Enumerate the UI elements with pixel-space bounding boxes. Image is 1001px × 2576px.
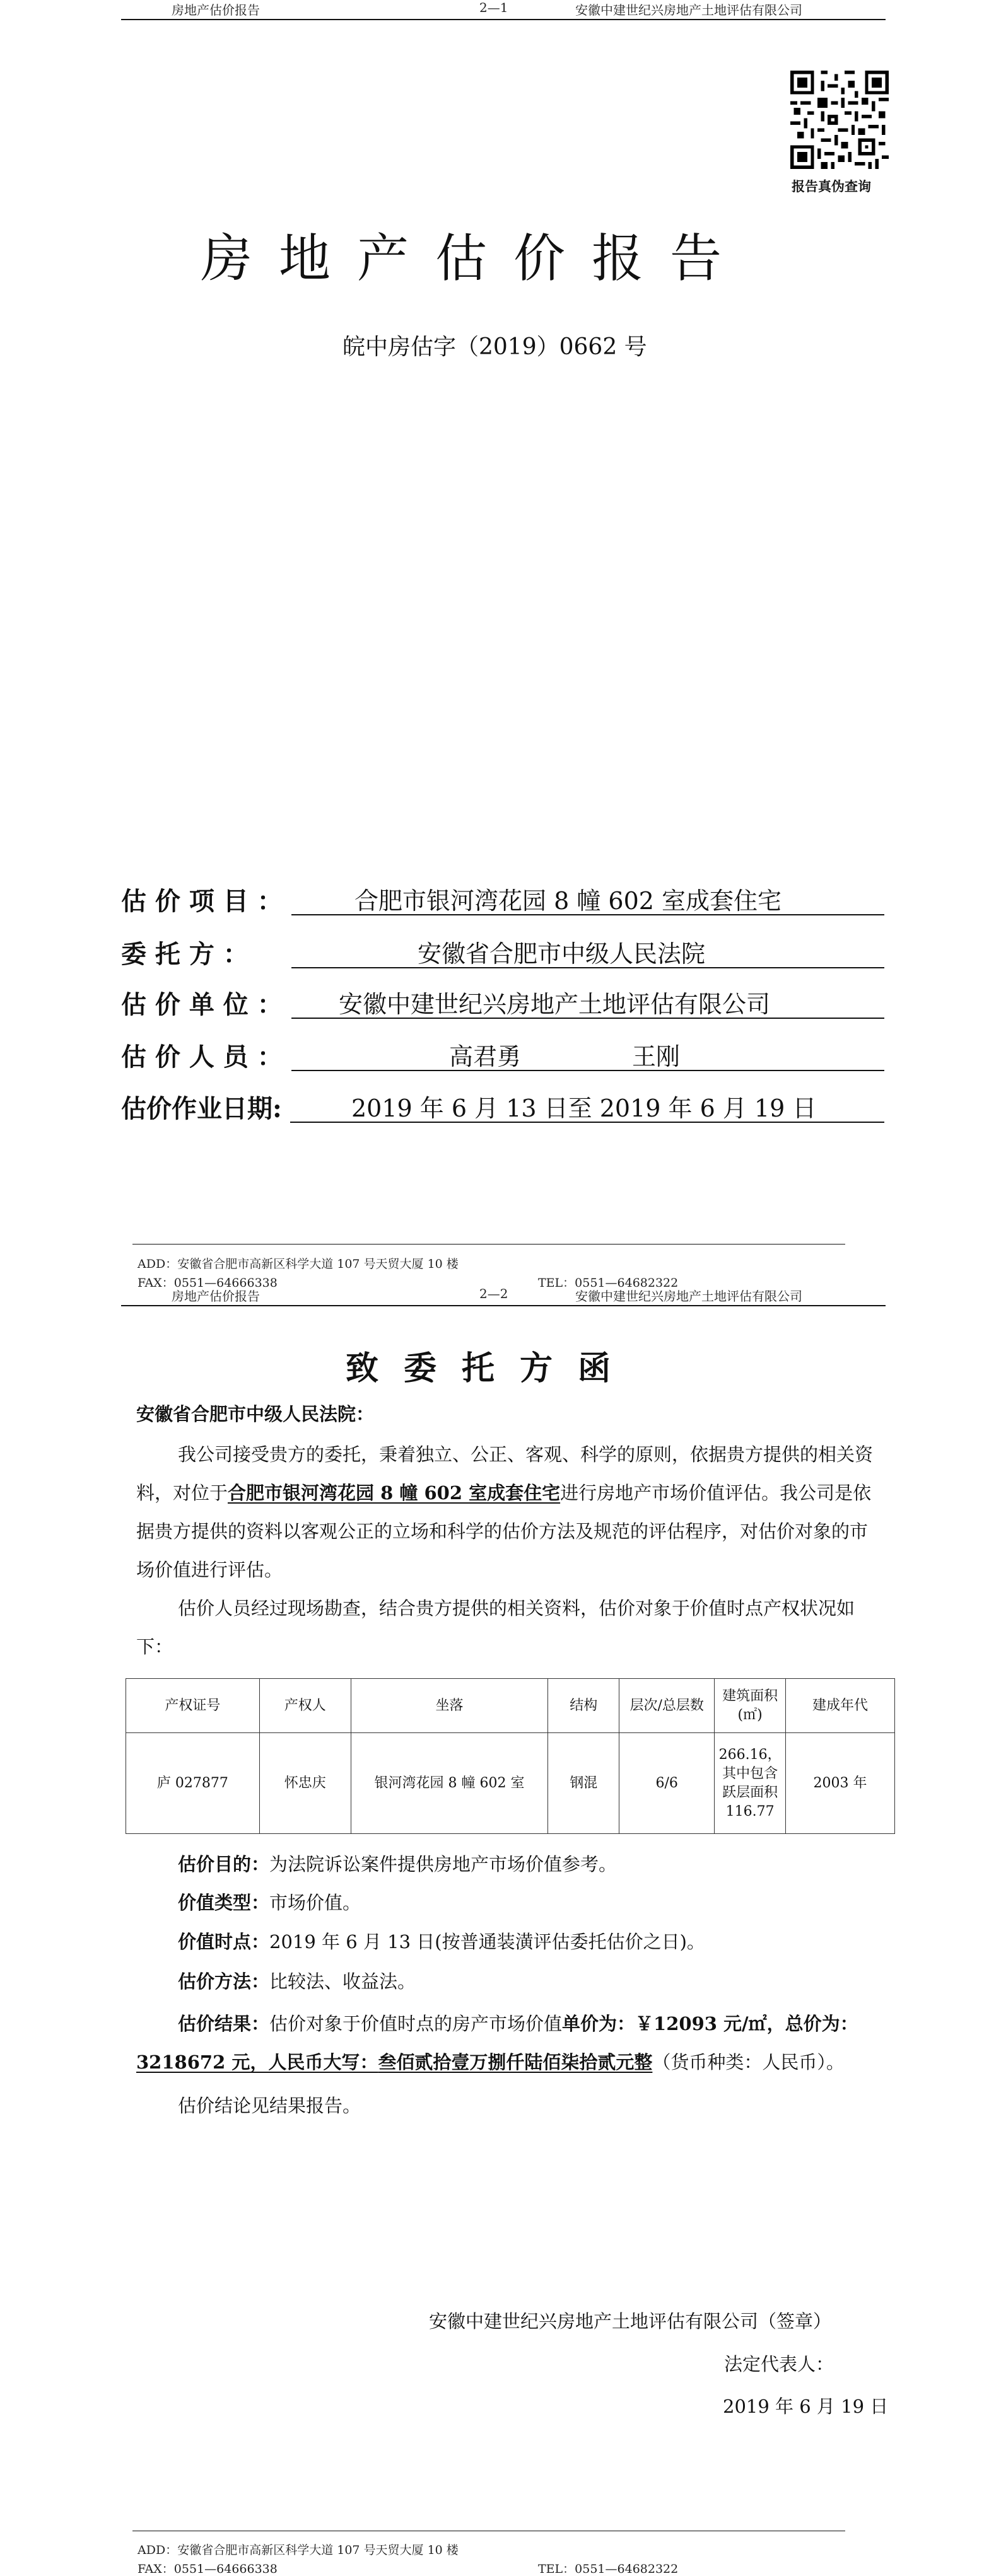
info-client <box>121 934 878 972</box>
letter-title: 致委托方函 <box>346 1349 636 1388</box>
value-type-line <box>178 1889 361 1915</box>
header-left: 房地产估价报告 <box>172 3 260 18</box>
signature-company: 安徽中建世纪兴房地产土地评估有限公司（签章） <box>429 2311 832 2332</box>
table-cell: 钢混 <box>548 1733 619 1834</box>
appraiser-1: 高君勇 <box>449 1043 522 1070</box>
signature-date: 2019 年 6 月 19 日 <box>723 2396 889 2417</box>
property-table <box>126 1678 895 1834</box>
footer-address: ADD：安徽省合肥市高新区科学大道 107 号天贸大厦 10 楼 <box>138 2543 459 2557</box>
result-unit-price: 单价为：￥12093 元/㎡，总价为： <box>562 2013 858 2034</box>
result-part-a: 估价对象于价值时点的房产市场价值 <box>269 2013 563 2034</box>
header-company: 安徽中建世纪兴房地产土地评估有限公司 <box>575 1289 802 1304</box>
footer-fax: FAX：0551—64666338 <box>138 1276 278 1290</box>
value-time-line <box>178 1928 705 1954</box>
table-cell: 庐 027877 <box>126 1733 260 1834</box>
table-cell: 6/6 <box>619 1733 715 1834</box>
header-left: 房地产估价报告 <box>172 1289 260 1304</box>
project-label: 估 价 项 目 ： <box>121 886 283 916</box>
appraiser-2: 王刚 <box>632 1043 681 1070</box>
unit-label: 估 价 单 位 ： <box>121 990 283 1019</box>
header-rule <box>121 1305 886 1306</box>
result-total-words: 叁佰贰拾壹万捌仟陆佰柒拾贰元整 <box>378 2051 653 2073</box>
purpose-line <box>178 1850 617 1876</box>
table-cell: 2003 年 <box>786 1733 895 1834</box>
date-value: 2019 年 6 月 13 日至 2019 年 6 月 19 日 <box>351 1094 817 1122</box>
info-project <box>121 881 878 919</box>
header-rule <box>121 19 886 20</box>
table-header-cell: 产权人 <box>259 1679 351 1733</box>
p1-part-c: 进行房地产市场价值评估。我公司是依据贵方提供的资料以客观公正的立场和科学的估价方法及规范的评估程序，对估价对象的市场价值进行评估。 <box>136 1482 872 1581</box>
report-title: 房地产估价报告 <box>201 229 749 289</box>
footer-tel: TEL：0551—64682322 <box>538 1276 679 1290</box>
conclusion-line: 估价结论见结果报告。 <box>178 2095 361 2116</box>
result-label: 估价结果： <box>178 2013 270 2034</box>
table-header-row <box>126 1679 895 1733</box>
result-total: 3218672 元，人民币大写： <box>136 2051 378 2073</box>
info-date <box>121 1089 878 1127</box>
info-appraisers <box>121 1037 878 1075</box>
result-currency: （货币种类：人民币）。 <box>652 2051 845 2073</box>
table-header-cell: 结构 <box>548 1679 619 1733</box>
qr-code-icon[interactable] <box>790 71 889 169</box>
info-unit <box>121 985 878 1023</box>
header-company: 安徽中建世纪兴房地产土地评估有限公司 <box>575 3 802 18</box>
table-row <box>126 1733 895 1834</box>
table-cell: 266.16，其中包含跃层面积 116.77 <box>715 1733 786 1834</box>
header-page-number: 2—1 <box>479 0 508 15</box>
value-type-label: 价值类型： <box>178 1892 270 1913</box>
table-header-cell: 产权证号 <box>126 1679 260 1733</box>
method-value: 比较法、收益法。 <box>269 1971 416 1992</box>
qr-caption: 报告真伪查询 <box>792 178 871 194</box>
purpose-value: 为法院诉讼案件提供房地产市场价值参考。 <box>269 1854 618 1875</box>
footer-tel: TEL：0551—64682322 <box>538 2562 679 2576</box>
table-header-cell: 层次/总层数 <box>619 1679 715 1733</box>
table-header-cell: 建筑面积(㎡) <box>715 1679 786 1733</box>
paragraph-2: 估价人员经过现场勘查，结合贵方提供的相关资料，估价对象于价值时点产权状况如下： <box>136 1598 855 1657</box>
result-paragraph <box>136 2005 883 2082</box>
client-value: 安徽省合肥市中级人民法院 <box>418 940 706 968</box>
purpose-label: 估价目的： <box>178 1854 270 1875</box>
method-line <box>178 1968 416 1993</box>
table-header-cell: 坐落 <box>351 1679 548 1733</box>
value-time-value: 2019 年 6 月 13 日(按普通装潢评估委托估价之日)。 <box>269 1931 705 1952</box>
appraisers-label: 估 价 人 员 ： <box>121 1042 283 1072</box>
table-cell: 银河湾花园 8 幢 602 室 <box>351 1733 548 1834</box>
footer-fax: FAX：0551—64666338 <box>138 2562 278 2576</box>
client-label: 委 托 方 ： <box>121 939 249 969</box>
date-label: 估价作业日期: <box>121 1094 282 1123</box>
table-header-cell: 建成年代 <box>786 1679 895 1733</box>
p1-part-a: 我公司接受贵方的委托，秉着独立、公正、客观、科学的原则，依据贵方提供的相关资料，对位于 <box>136 1444 874 1504</box>
method-label: 估价方法： <box>178 1971 270 1992</box>
header-page-number: 2—2 <box>479 1286 508 1301</box>
value-type-value: 市场价值。 <box>269 1892 361 1913</box>
document-number: 皖中房估字（2019）0662 号 <box>342 334 647 360</box>
appraisers-underline <box>291 1070 884 1071</box>
value-time-label: 价值时点： <box>178 1931 270 1952</box>
signature-representative: 法定代表人： <box>724 2353 834 2375</box>
project-value: 合肥市银河湾花园 8 幢 602 室成套住宅 <box>354 887 782 915</box>
paragraph-1 <box>136 1436 883 1589</box>
table-cell: 怀忠庆 <box>259 1733 351 1834</box>
addressee: 安徽省合肥市中级人民法院： <box>136 1403 375 1425</box>
footer-address: ADD：安徽省合肥市高新区科学大道 107 号天贸大厦 10 楼 <box>138 1257 459 1271</box>
unit-value: 安徽中建世纪兴房地产土地评估有限公司 <box>339 990 771 1018</box>
p1-property: 合肥市银河湾花园 8 幢 602 室成套住宅 <box>228 1482 561 1504</box>
